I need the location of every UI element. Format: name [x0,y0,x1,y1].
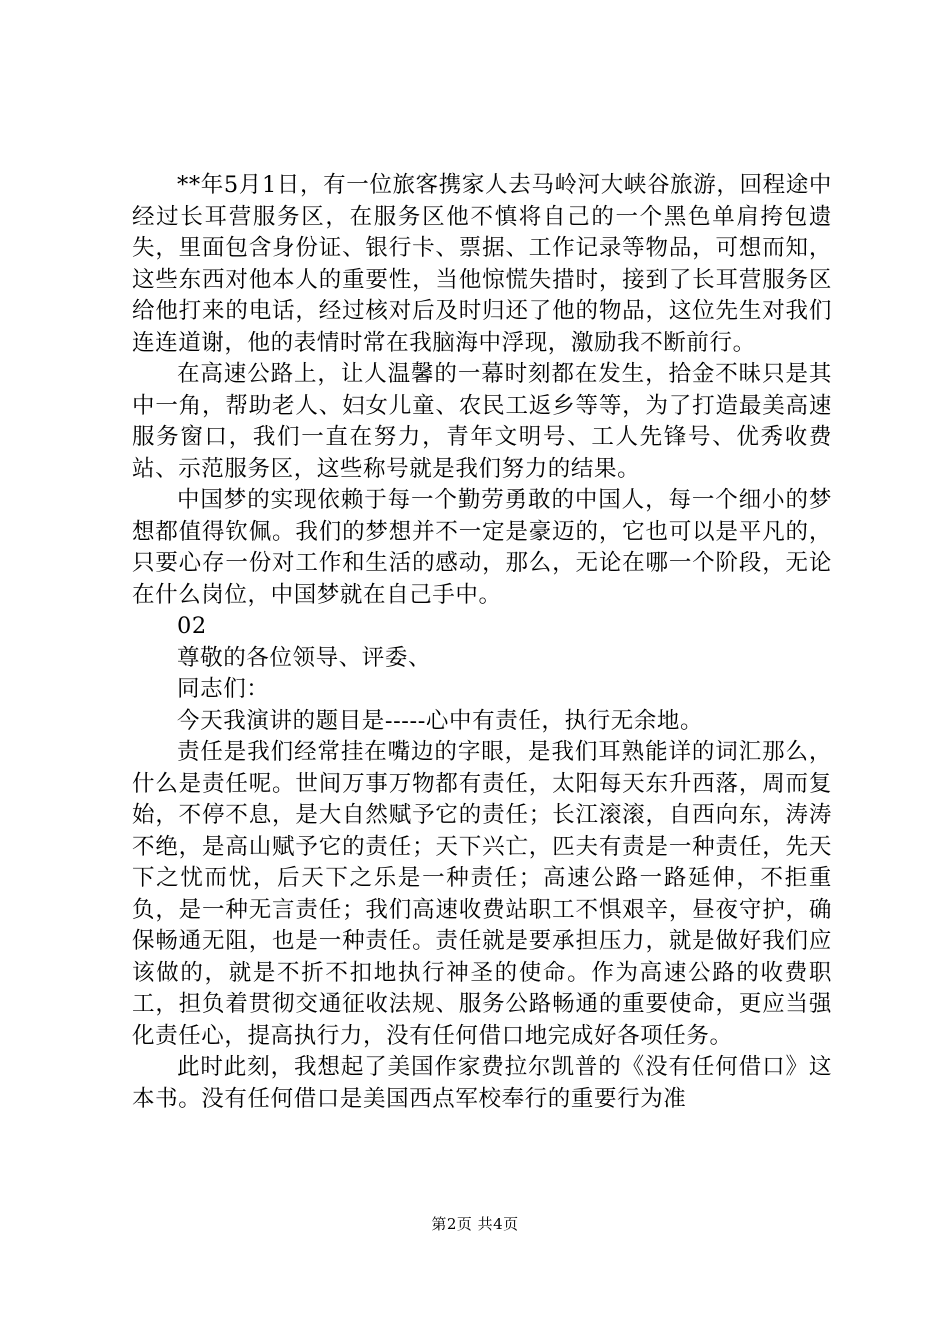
salutation-line: 尊敬的各位领导、评委、 [177,644,432,671]
page-number-footer: 第2页 共4页 [431,1215,519,1233]
paragraph: 中国梦的实现依赖于每一个勤劳勇敢的中国人，每一个细小的梦想都值得钦佩。我们的梦想并不一定是豪迈的，它也可以是平凡的，只要心存一份对工作和生活的感动，那么，无论在哪一个阶段，无论在什么岗位，中国梦就在自己手中。 [132,487,832,608]
paragraph: **年5月1日，有一位旅客携家人去马岭河大峡谷旅游，回程途中经过长耳营服务区，在服务区他不慎将自己的一个黑色单肩挎包遗失，里面包含身份证、银行卡、票据、工作记录等物品，可想而知，这些东西对他本人的重要性，当他惊慌失措时，接到了长耳营服务区给他打来的电话，经过核对后及时归还了他的物品，这位先生对我们连连道谢，他的表情时常在我脑海中浮现，激励我不断前行。 [132,172,832,356]
document-body [132,170,832,1115]
salutation-line: 同志们： [177,676,270,702]
paragraph: 在高速公路上，让人温馨的一幕时刻都在发生，拾金不昧只是其中一角，帮助老人、妇女儿童、农民工返乡等等，为了打造最美高速服务窗口，我们一直在努力，青年文明号、工人先锋号、优秀收费站、示范服务区，这些称号就是我们努力的结果。 [132,361,832,482]
paragraph: 此时此刻，我想起了美国作家费拉尔凯普的《没有任何借口》这本书。没有任何借口是美国西点军校奉行的重要行为准 [132,1054,832,1112]
speech-title-line: 今天我演讲的题目是-----心中有责任，执行无余地。 [177,707,704,734]
section-number: 02 [177,613,207,639]
paragraph: 责任是我们经常挂在嘴边的字眼，是我们耳熟能详的词汇那么，什么是责任呢。世间万事万物都有责任，太阳每天东升西落，周而复始，不停不息，是大自然赋予它的责任；长江滚滚，自西向东，涛涛不绝，是高山赋予它的责任；天下兴亡，匹夫有责是一种责任，先天下之忧而忧，后天下之乐是一种责任；高速公路一路延伸，不拒重负，是一种无言责任；我们高速收费站职工不惧艰辛，昼夜守护，确保畅通无阻，也是一种责任。责任就是要承担压力，就是做好我们应该做的，就是不折不扣地执行神圣的使命。作为高速公路的收费职工，担负着贯彻交通征收法规、服务公路畅通的重要使命，更应当强化责任心，提高执行力，没有任何借口地完成好各项任务。 [132,739,832,1049]
